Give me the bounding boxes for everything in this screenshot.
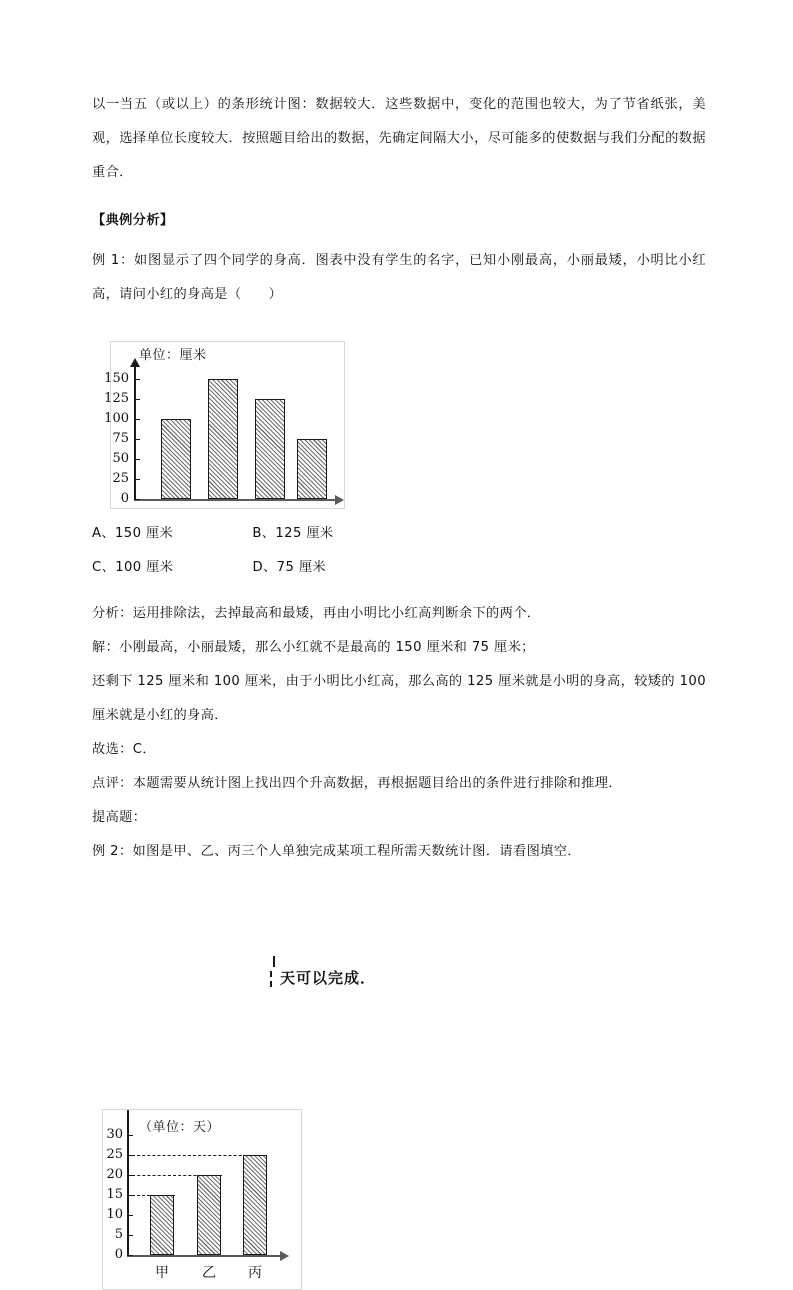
chart-heights-ytick-label: 50 [112,451,129,466]
chart-heights-ytick-label: 100 [104,411,129,426]
paragraph-intro: 以一当五（或以上）的条形统计图：数据较大．这些数据中，变化的范围也较大，为了节省纸张，美观，选择单位长度较大．按照题目给出的数据，先确定间隔大小，尽可能多的使数据与我们分配的数据重合． [92,97,706,180]
example1-solution-line1: 解：小刚最高，小丽最矮，那么小红就不是最高的 150 厘米和 75 厘米； [92,640,535,655]
chart-heights-ytick [134,379,140,380]
chart-days-ytick-label: 30 [106,1127,123,1142]
chart-days-title: （单位：天） [139,1120,221,1135]
chart-days-ytick-label: 20 [106,1167,123,1182]
blank-mark-mid [270,971,272,977]
chart-days-ytick [127,1235,133,1236]
example1-options [92,517,706,585]
blank-mark-top [273,956,275,967]
chart-heights-ytick [134,479,140,480]
chart-days-ytick-label: 10 [106,1207,123,1222]
chart-heights-title: 单位：厘米 [139,348,207,363]
example1-option-a: A、150 厘米 [92,526,174,541]
example1-comment: 点评：本题需要从统计图上找出四个升高数据，再根据题目给出的条件进行排除和推理． [92,776,622,791]
example2-blank-fragment [270,955,530,1001]
chart-heights-ytick [134,499,140,500]
example1-question: 例 1：如图显示了四个同学的身高．图表中没有学生的名字，已知小刚最高，小丽最矮，小明比小红高，请问小红的身高是（ ） [92,253,706,302]
chart-heights-bar [297,439,327,499]
example1-options-row1 [92,517,706,551]
chart-days-bar [197,1175,221,1255]
blank-mark-bottom [270,981,272,987]
chart-days-ytick-label: 15 [106,1187,123,1202]
chart-days-ytick-label: 25 [106,1147,123,1162]
chart-heights-y-axis-arrow-icon [130,358,140,367]
chart-heights-ytick-label: 150 [104,371,129,386]
chart-days-x-axis [127,1255,282,1257]
example1-explanation [92,597,706,869]
section-heading-typical-analysis: 【典例分析】 [92,213,174,228]
chart-days-ytick [127,1215,133,1216]
chart-heights-ytick-label: 0 [120,491,129,506]
example1-option-b: B、125 厘米 [252,526,334,541]
chart-heights-bar [161,419,191,499]
chart-days-bar [150,1195,174,1255]
chart-heights-bar [255,399,285,499]
chart-days-category-label: 乙 [202,1265,216,1281]
example1-option-d: D、75 厘米 [252,560,327,575]
chart-heights [104,341,345,509]
chart-days-bar [243,1155,267,1255]
chart-heights-x-axis-arrow-icon [335,495,344,505]
example2-fragment-text: 天可以完成． [280,969,377,987]
chart-heights-ytick [134,419,140,420]
chart-days-ytick [127,1135,133,1136]
chart-days [102,1109,302,1290]
chart-heights-ytick [134,459,140,460]
chart-days-ytick-label: 0 [114,1247,123,1262]
example1-option-c: C、100 厘米 [92,560,174,575]
chart-heights-ytick-label: 125 [104,391,129,406]
advanced-section-heading: 提高题： [92,810,147,825]
chart-heights-ytick-label: 75 [112,431,129,446]
example2-question: 例 2：如图是甲、乙、丙三个人单独完成某项工程所需天数统计图．请看图填空． [92,844,581,859]
chart-heights-ytick [134,399,140,400]
chart-days-ytick-label: 5 [114,1227,123,1242]
example1-analysis: 分析：运用排除法，去掉最高和最矮，再由小明比小红高判断余下的两个． [92,606,541,621]
chart-heights-ytick [134,439,140,440]
chart-heights-bar [208,379,238,499]
document-body [92,88,706,312]
example1-solution-line2: 还剩下 125 厘米和 100 厘米，由于小明比小红高，那么高的 125 厘米就是小明的身高，较矮的 100 厘米就是小红的身高． [92,674,706,723]
chart-days-category-label: 甲 [155,1265,169,1281]
spacer [92,190,706,204]
chart-heights-ytick-label: 25 [112,471,129,486]
chart-days-ytick [127,1255,133,1256]
chart-heights-x-axis [134,499,337,501]
example1-options-row2 [92,551,706,585]
chart-days-category-label: 丙 [248,1265,262,1281]
example1-answer: 故选：C． [92,742,156,757]
chart-days-x-axis-arrow-icon [280,1251,289,1261]
